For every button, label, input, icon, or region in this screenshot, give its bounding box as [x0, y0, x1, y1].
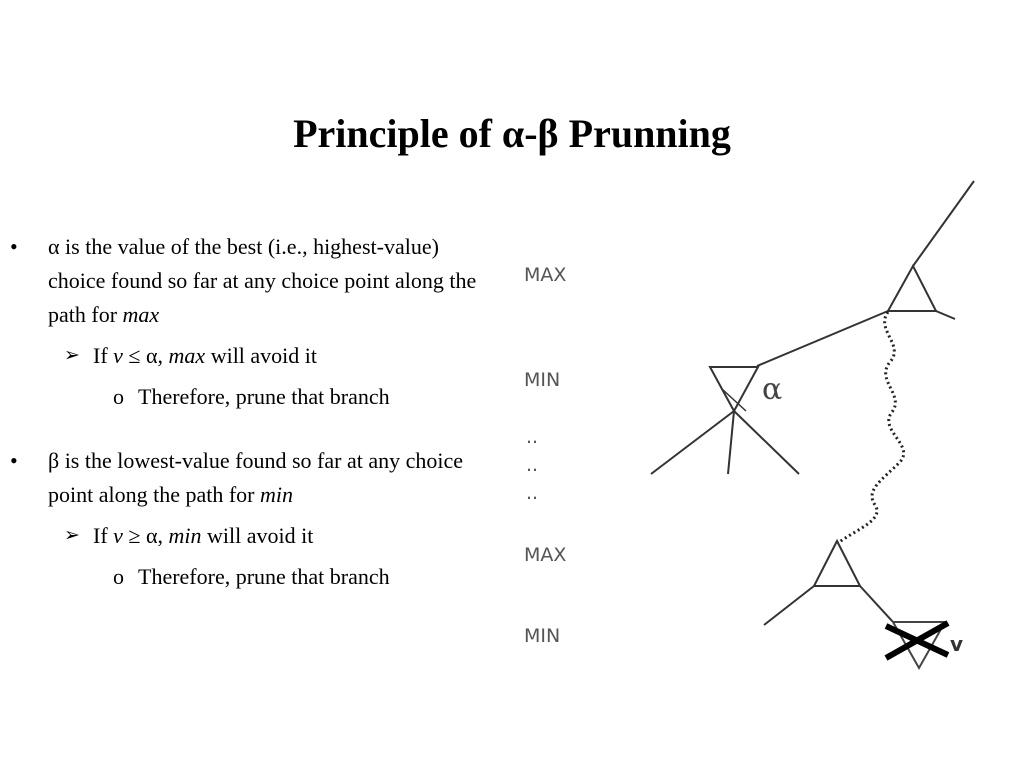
bullet-dot-icon: •	[10, 448, 18, 473]
level-ellipsis-1: ..	[526, 426, 539, 448]
edge-max-bottom-right	[860, 586, 893, 622]
arrow-bullet-icon: ➢	[64, 345, 80, 366]
edge-max-top-right	[936, 311, 955, 319]
beta-consequence	[0, 560, 500, 594]
slide-title: Principle of α-β Prunning	[293, 111, 731, 156]
edge-min-left	[651, 411, 734, 474]
bullet-dot-icon: •	[10, 234, 18, 259]
bullet-list	[0, 230, 500, 594]
circle-bullet-icon: o	[113, 384, 124, 409]
beta-definition: β is the lowest-value found so far at any choice point along the path for	[48, 448, 464, 507]
alpha-definition: α is the value of the best (i.e., highest-value) choice found so far at any choice point along the path for	[48, 234, 477, 327]
alpha-condition-actor: max	[168, 343, 206, 368]
beta-condition-var: v	[113, 523, 123, 548]
beta-condition-if: If	[93, 523, 114, 548]
beta-condition-rel: ≥ α,	[122, 523, 169, 548]
alpha-label: α	[762, 372, 783, 407]
max-node-top	[888, 266, 936, 311]
level-ellipsis-2: ..	[526, 454, 539, 476]
arrow-bullet-icon: ➢	[64, 525, 80, 546]
beta-player: min	[260, 482, 294, 507]
pruning-tree-svg	[510, 170, 1010, 690]
beta-condition-actor: min	[168, 523, 202, 548]
edge-root-up	[913, 181, 974, 266]
alpha-condition	[0, 339, 500, 373]
edge-min-right	[734, 411, 799, 474]
edge-max-to-min	[757, 311, 888, 366]
level-label-max-bottom: MAX	[524, 544, 567, 566]
v-label: v	[950, 632, 964, 656]
min-node-inner-stroke	[722, 389, 746, 411]
level-label-min-top: MIN	[524, 369, 561, 391]
alpha-condition-var: v	[113, 343, 123, 368]
beta-consequence-text: Therefore, prune that branch	[138, 564, 390, 589]
min-node-alpha	[710, 367, 758, 411]
bullet-alpha-text	[0, 230, 488, 332]
alpha-player: max	[122, 302, 160, 327]
circle-bullet-icon: o	[113, 564, 124, 589]
beta-condition	[0, 519, 500, 553]
alpha-consequence	[0, 380, 500, 414]
bullet-beta	[0, 444, 500, 594]
level-label-max-top: MAX	[524, 264, 567, 286]
edge-max-bottom-left	[764, 586, 814, 625]
level-ellipsis-3: ..	[526, 482, 539, 504]
alpha-consequence-text: Therefore, prune that branch	[138, 384, 390, 409]
bullet-beta-text	[0, 444, 488, 512]
bullet-alpha	[0, 230, 500, 414]
level-label-min-bottom: MIN	[524, 625, 561, 647]
edge-min-middle	[728, 411, 734, 474]
alpha-condition-if: If	[93, 343, 114, 368]
path-dotted-connector	[838, 312, 904, 543]
alpha-condition-rel: ≤ α,	[122, 343, 169, 368]
max-node-bottom	[814, 541, 860, 586]
beta-condition-after: will avoid it	[201, 523, 314, 548]
alpha-condition-after: will avoid it	[205, 343, 318, 368]
pruning-tree-diagram	[510, 170, 1010, 690]
